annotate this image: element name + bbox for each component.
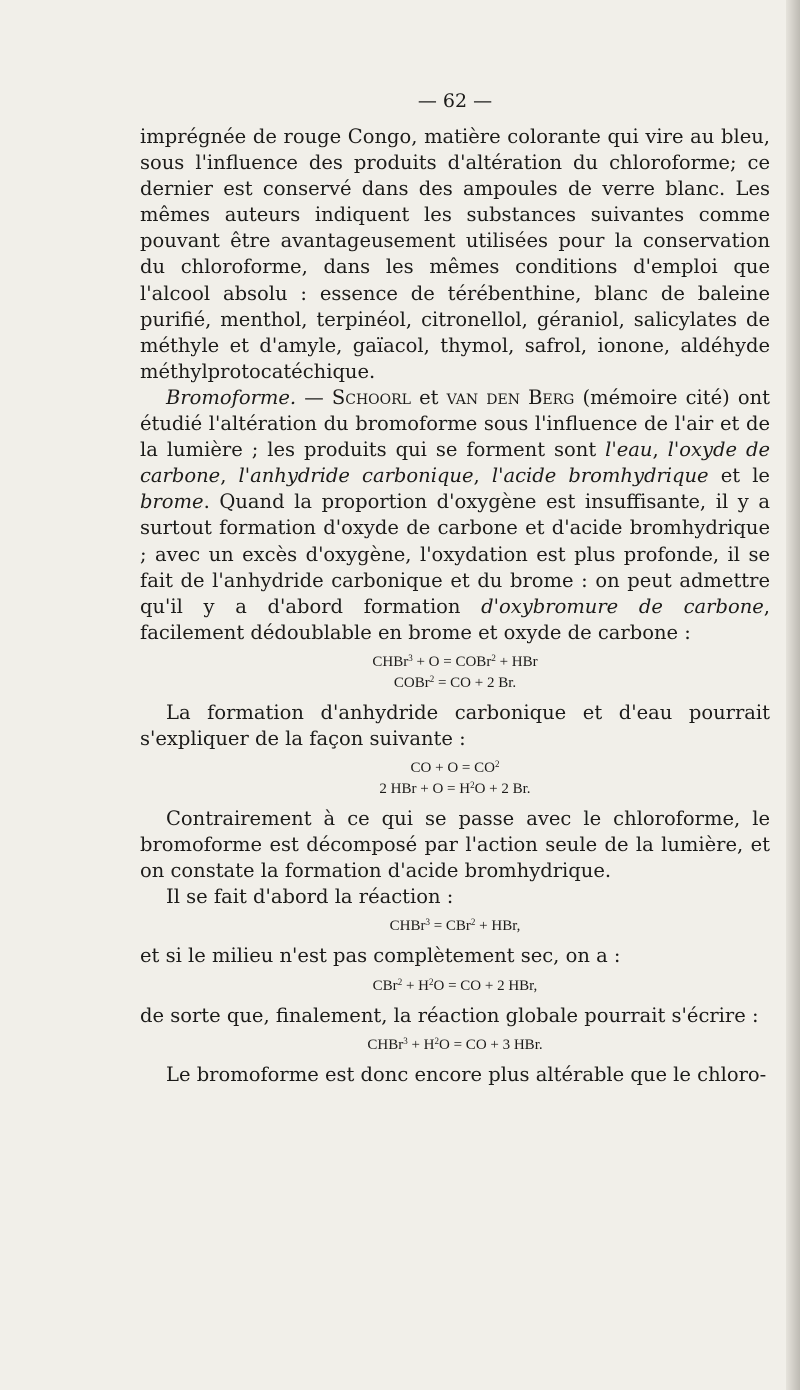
term-acide-bromhydrique: l'acide bromhydrique xyxy=(491,464,709,488)
paragraph-bromoforme xyxy=(140,385,770,646)
paragraph-chloroforme-conservation: imprégnée de rouge Congo, matière colorante qui vire au bleu, sous l'influence des produits d'altération du chloroforme; ce dernier est conservé dans des ampoules de verre blanc. Les mêmes auteurs indiquent les substances suivantes comme pouvant être avantageusement utilisées pour la conservation du chloroforme, dans les mêmes conditions d'emploi que l'alcool absolu : essence de térébenthine, blanc de baleine purifié, menthol, terpinéol, citronellol, géraniol, salicylates de méthyle et d'amyle, gaïacol, thymol, safrol, ionone, aldéhyde méthylprotocatéchique. xyxy=(140,125,770,383)
author-schoorl: Schoorl xyxy=(331,385,411,409)
equation-2: COBr$^2$ = CO + 2 Br. xyxy=(393,673,517,691)
page-edge-shadow xyxy=(786,0,800,1390)
paragraph-formation-anhydride: La formation d'anhydride carbonique et d'eau pourrait s'expliquer de la façon suivante : xyxy=(140,700,770,750)
paragraph-contrairement: Contrairement à ce qui se passe avec le chloroforme, le bromoforme est décomposé par l'action seule de la lumière, et on constate la formation d'acide bromhydrique. xyxy=(140,807,770,883)
equation-6: $CBr^2 + H^2O$ = CO + 2 HBr, xyxy=(372,976,538,994)
comma: , xyxy=(473,464,492,488)
equation-7: CHBr$^3$ + $H^2O$ = CO + 3 HBr. xyxy=(367,1035,543,1053)
comma: , xyxy=(220,464,239,488)
term-eau: l'eau xyxy=(605,438,653,462)
equation-1: CHBr$^3$ + O = COBr$^2$ + HBr xyxy=(372,652,538,670)
dash: — xyxy=(296,385,332,409)
author-van-den-berg: van den Berg xyxy=(446,385,575,409)
text-segment: et le xyxy=(708,464,770,488)
equation-3: CO + $O = CO^2$ xyxy=(410,759,500,777)
equation-4: 2 HBr + $O = H^2O + 2$ Br. xyxy=(379,780,531,798)
term-oxybromure-de-carbone: d'oxybromure de carbone xyxy=(481,594,764,618)
book-page xyxy=(140,84,770,1088)
comma: , xyxy=(652,438,668,462)
page-number: — 62 — xyxy=(417,90,493,112)
paragraph-milieu-sec: et si le milieu n'est pas complètement sec, on a : xyxy=(140,944,621,968)
term-oxyde-de-carbone: l'oxyde de carbone xyxy=(140,438,770,488)
paragraph-reaction-intro: Il se fait d'abord la réaction : xyxy=(166,885,454,909)
text-segment: , facilement dédoublable en brome et oxyde de carbone : xyxy=(140,594,770,644)
paragraph-reaction-globale: de sorte que, finalement, la réaction globale pourrait s'écrire : xyxy=(140,1003,759,1027)
equation-5: CHBr$^3$ = CBr$^2$ + HBr, xyxy=(389,917,521,935)
text-segment: (mémoire cité) ont étudié l'altération du bromoforme sous l'influence de l'air et de la lumière ; les produits qui se forment sont xyxy=(140,385,771,462)
paragraph-conclusion: Le bromoforme est donc encore plus altérable que le chloro- xyxy=(166,1062,767,1086)
term-brome: brome xyxy=(140,490,204,514)
text-et: et xyxy=(410,385,447,409)
text-segment: . Quand la proportion d'oxygène est insuffisante, il y a surtout formation d'oxyde de carbone et d'acide bromhydrique ; avec un excès d'oxygène, l'oxydation est plus profonde, il se fait de l'anhydride carbonique et du brome : on peut admettre qu'il y a d'abord formation xyxy=(140,490,770,618)
term-anhydride-carbonique: l'anhydride carbonique xyxy=(238,464,474,488)
section-heading-bromoforme: Bromoforme. xyxy=(166,385,297,409)
